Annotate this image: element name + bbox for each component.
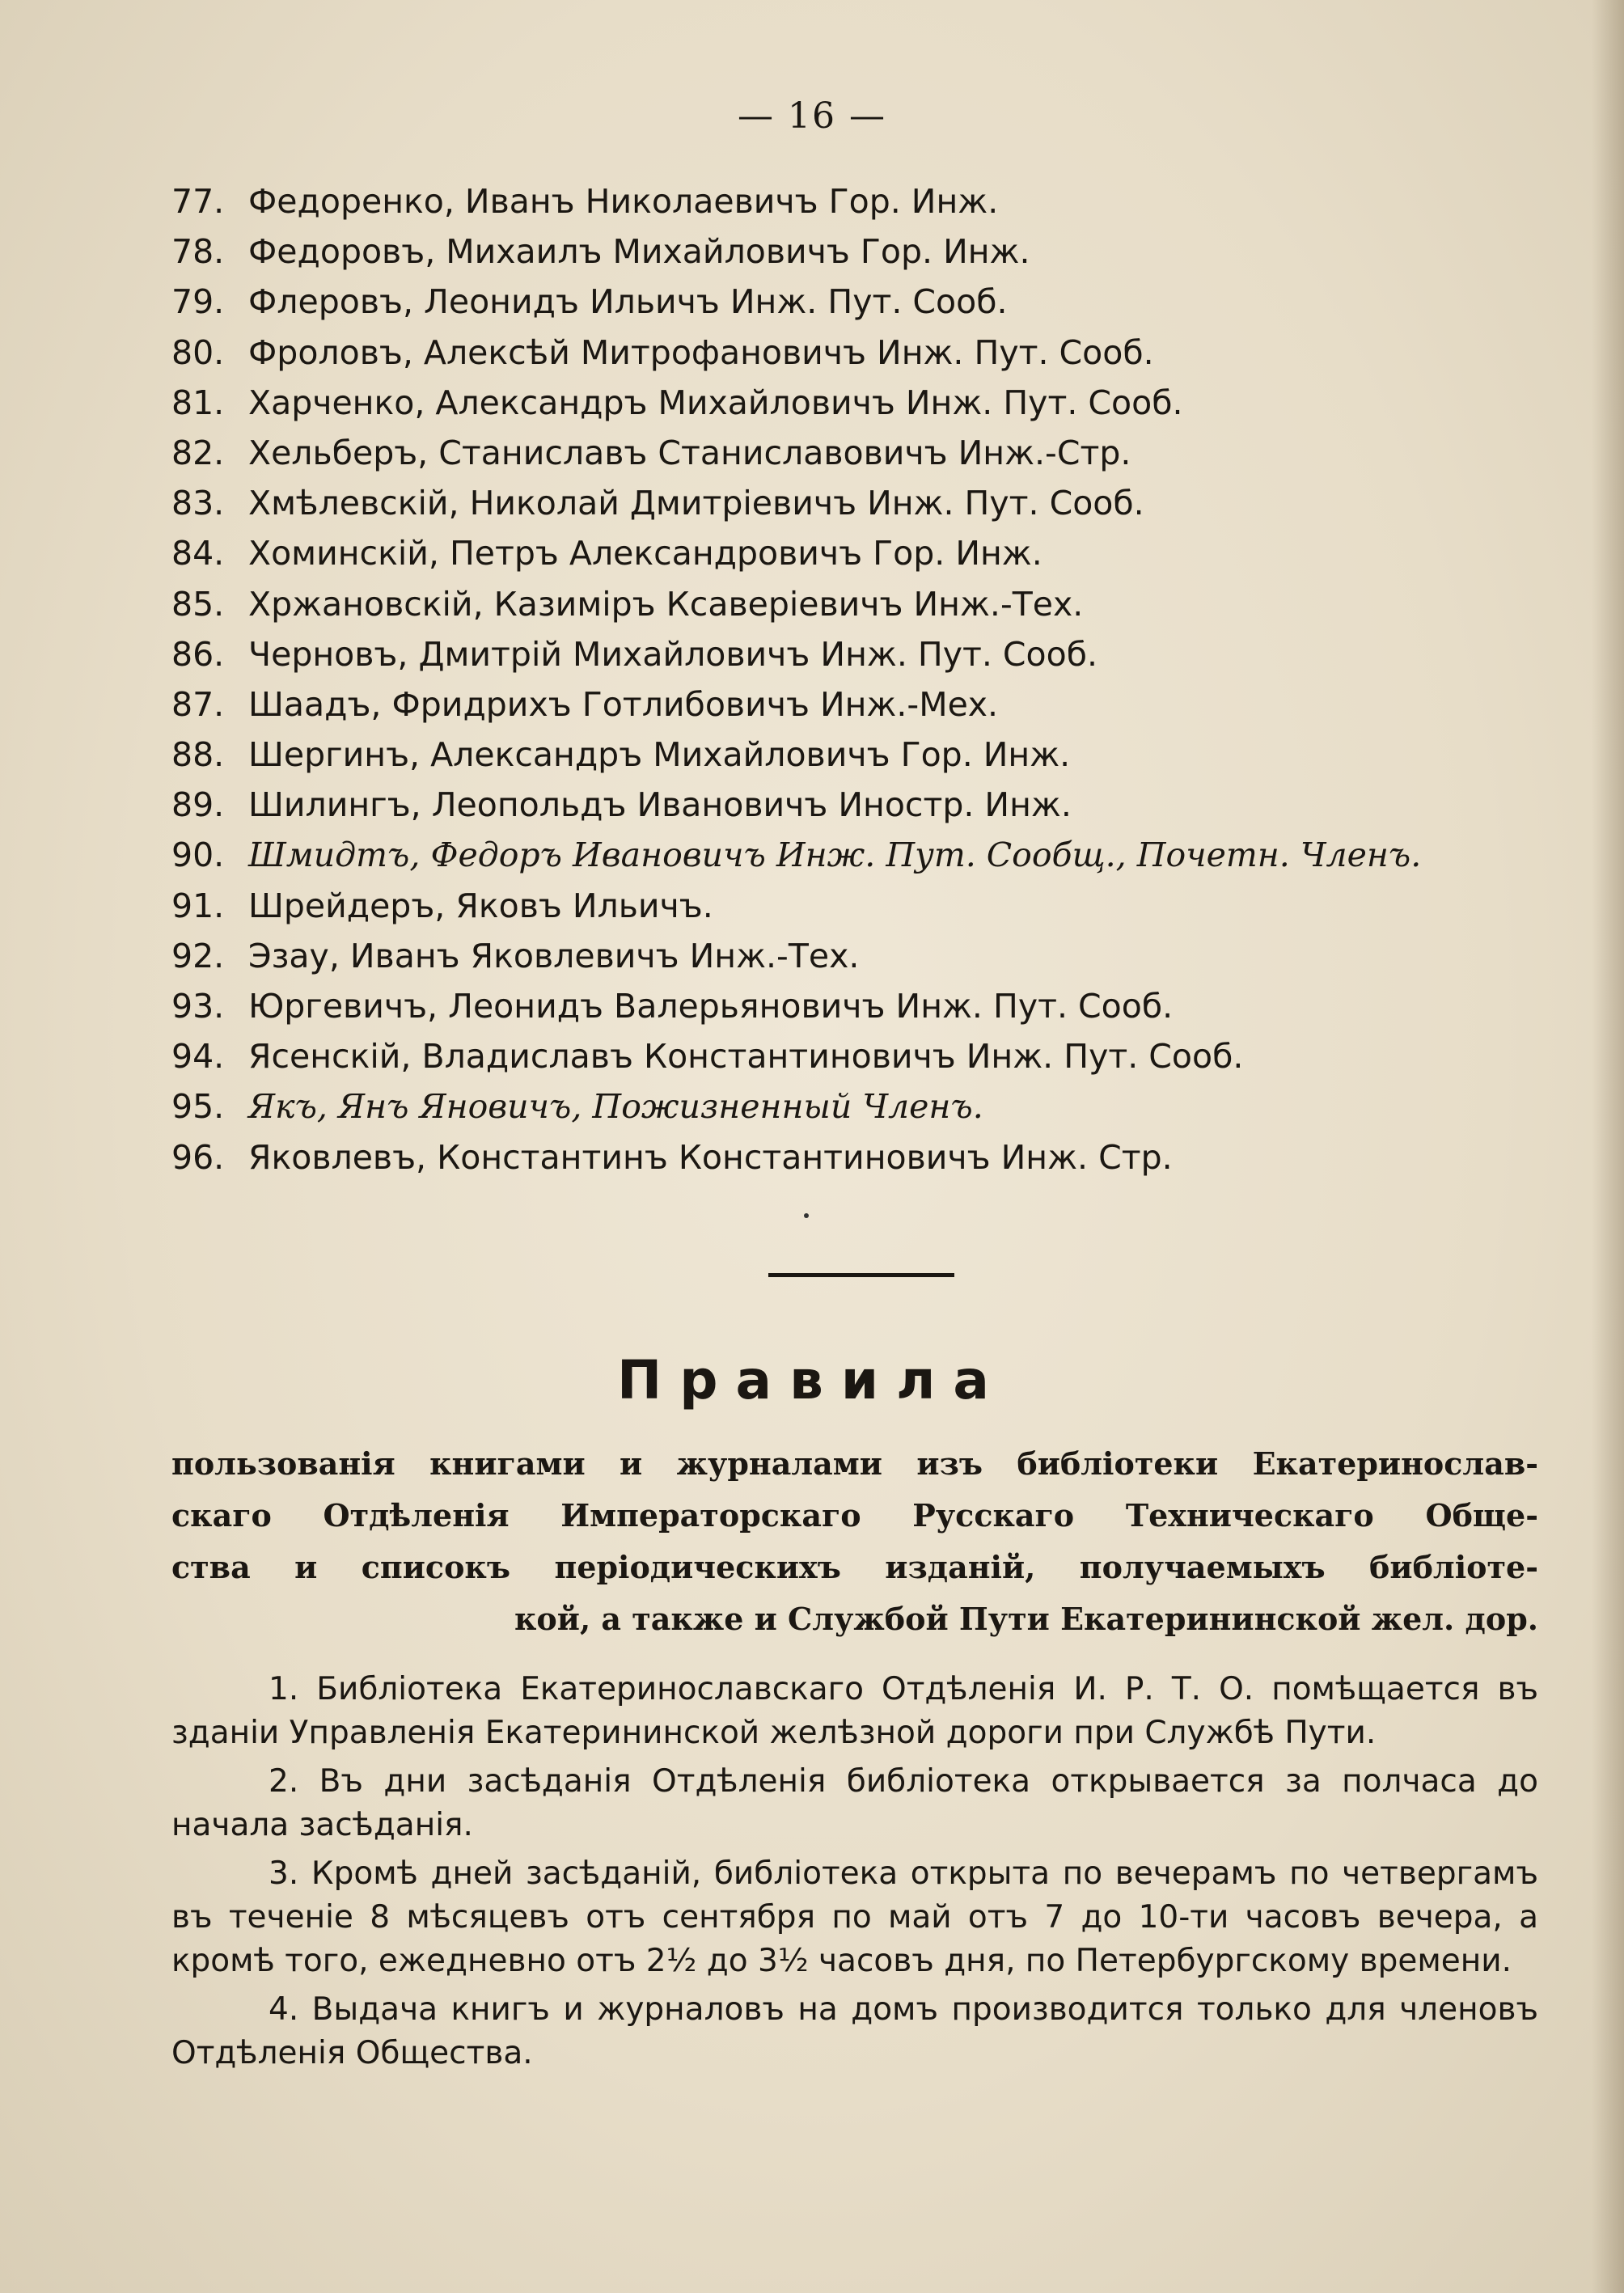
item-number: 81. — [171, 383, 225, 422]
item-text: Хржановскій, Казиміръ Ксаверіевичъ Инж.-Тех. — [248, 584, 1084, 624]
item-text: Федоровъ, Михаилъ Михайловичъ Гор. Инж. — [248, 232, 1030, 272]
item-text: Хельберъ, Станиславъ Станиславовичъ Инж.-Стр. — [248, 433, 1131, 472]
subtitle-line: ства и списокъ періодическихъ изданій, получаемыхъ библіоте- — [171, 1549, 1538, 1585]
subtitle-line: кой, а также и Службой Пути Екатерининской жел. дор. — [514, 1601, 1538, 1637]
item-number: 92. — [171, 936, 225, 975]
item-text: Фроловъ, Алексѣй Митрофановичъ Инж. Пут. Сооб. — [248, 332, 1154, 372]
item-number: 78. — [171, 232, 225, 272]
list-item — [171, 579, 1595, 629]
item-text: Федоренко, Иванъ Николаевичъ Гор. Инж. — [248, 182, 999, 221]
rule-paragraph: 2. Въ дни засѣданія Отдѣленія библіотека открывается за полчаса до начала засѣданія. — [171, 1763, 1538, 1843]
page-edge-shadow — [1592, 0, 1624, 2293]
list-item — [171, 1031, 1595, 1081]
item-number: 86. — [171, 634, 225, 674]
item-number: 87. — [171, 684, 225, 724]
item-text: Флеровъ, Леонидъ Ильичъ Инж. Пут. Сооб. — [248, 282, 1008, 322]
list-item — [171, 981, 1595, 1031]
item-text: Шергинъ, Александръ Михайловичъ Гор. Инж. — [248, 735, 1071, 775]
list-item — [171, 830, 1595, 880]
list-item — [171, 931, 1595, 981]
rules-body — [171, 1668, 1538, 2080]
list-item — [171, 328, 1595, 378]
rule-paragraph: 4. Выдача книгъ и журналовъ на домъ производится только для членовъ Отдѣленія Общества. — [171, 1991, 1538, 2071]
item-number: 77. — [171, 182, 225, 221]
list-item — [171, 1132, 1595, 1182]
item-number: 94. — [171, 1037, 225, 1077]
item-number: 85. — [171, 584, 225, 624]
list-item — [171, 881, 1595, 931]
item-text: Шрейдеръ, Яковъ Ильичъ. — [248, 886, 713, 925]
item-text: Хмѣлевскій, Николай Дмитріевичъ Инж. Пут. Сооб. — [248, 484, 1144, 523]
item-text: Черновъ, Дмитрій Михайловичъ Инж. Пут. Сооб. — [248, 634, 1098, 674]
list-item — [171, 378, 1595, 428]
item-number: 84. — [171, 534, 225, 573]
ink-dot — [804, 1213, 809, 1218]
list-item — [171, 277, 1595, 327]
item-text: Ясенскій, Владиславъ Константиновичъ Инж. Пут. Сооб. — [248, 1037, 1244, 1077]
item-text: Яковлевъ, Константинъ Константиновичъ Инж. Стр. — [248, 1137, 1173, 1177]
item-number: 88. — [171, 735, 225, 775]
item-number: 91. — [171, 886, 225, 925]
list-item — [171, 629, 1595, 679]
list-item — [171, 1081, 1595, 1132]
item-number: 89. — [171, 785, 225, 825]
item-number: 93. — [171, 987, 225, 1026]
item-number: 83. — [171, 484, 225, 523]
item-number: 90. — [171, 836, 225, 875]
list-item — [171, 478, 1595, 528]
rule-paragraph: 3. Кромѣ дней засѣданій, библіотека открыта по вечерамъ по четвергамъ въ теченіе 8 мѣсяцевъ отъ сентября по май отъ 7 до 10-ти часовъ вечера, а кромѣ того, ежедневно отъ 2½ до 3½ часовъ дня, по Петербургскому времени. — [171, 1855, 1538, 1979]
item-text: Юргевичъ, Леонидъ Валерьяновичъ Инж. Пут. Сооб. — [248, 987, 1174, 1026]
item-text: Хоминскій, Петръ Александровичъ Гор. Инж. — [248, 534, 1042, 573]
section-title: Правила — [617, 1349, 1007, 1411]
member-list — [171, 176, 1595, 1182]
item-number: 82. — [171, 433, 225, 472]
item-text: Эзау, Иванъ Яковлевичъ Инж.-Тех. — [248, 936, 860, 975]
list-item — [171, 226, 1595, 277]
section-subtitle — [171, 1438, 1538, 1645]
item-text: Шаадъ, Фридрихъ Готлибовичъ Инж.-Мех. — [248, 684, 999, 724]
subtitle-line: скаго Отдѣленія Императорскаго Русскаго Техническаго Обще- — [171, 1497, 1538, 1534]
item-number: 79. — [171, 282, 225, 322]
list-item — [171, 428, 1595, 478]
item-number: 96. — [171, 1137, 225, 1177]
list-item — [171, 730, 1595, 780]
list-item — [171, 176, 1595, 226]
item-text: Харченко, Александръ Михайловичъ Инж. Пут. Сооб. — [248, 383, 1183, 422]
list-item — [171, 780, 1595, 830]
page-number: — 16 — — [738, 95, 886, 137]
item-number: 80. — [171, 332, 225, 372]
subtitle-line: пользованія книгами и журналами изъ библіотеки Екатеринослав- — [171, 1445, 1538, 1482]
list-item — [171, 528, 1595, 578]
list-item — [171, 679, 1595, 730]
item-number: 95. — [171, 1087, 225, 1127]
item-text: Шмидтъ, Федоръ Ивановичъ Инж. Пут. Сообщ., Почетн. Членъ. — [248, 836, 1422, 875]
item-text: Якъ, Янъ Яновичъ, Пожизненный Членъ. — [248, 1087, 983, 1127]
section-divider — [768, 1273, 954, 1277]
rule-paragraph: 1. Библіотека Екатеринославскаго Отдѣленія И. Р. Т. О. помѣщается въ зданіи Управленія Екатерининской желѣзной дороги при Службѣ Пути. — [171, 1671, 1538, 1751]
item-text: Шилингъ, Леопольдъ Ивановичъ Иностр. Инж. — [248, 785, 1072, 825]
